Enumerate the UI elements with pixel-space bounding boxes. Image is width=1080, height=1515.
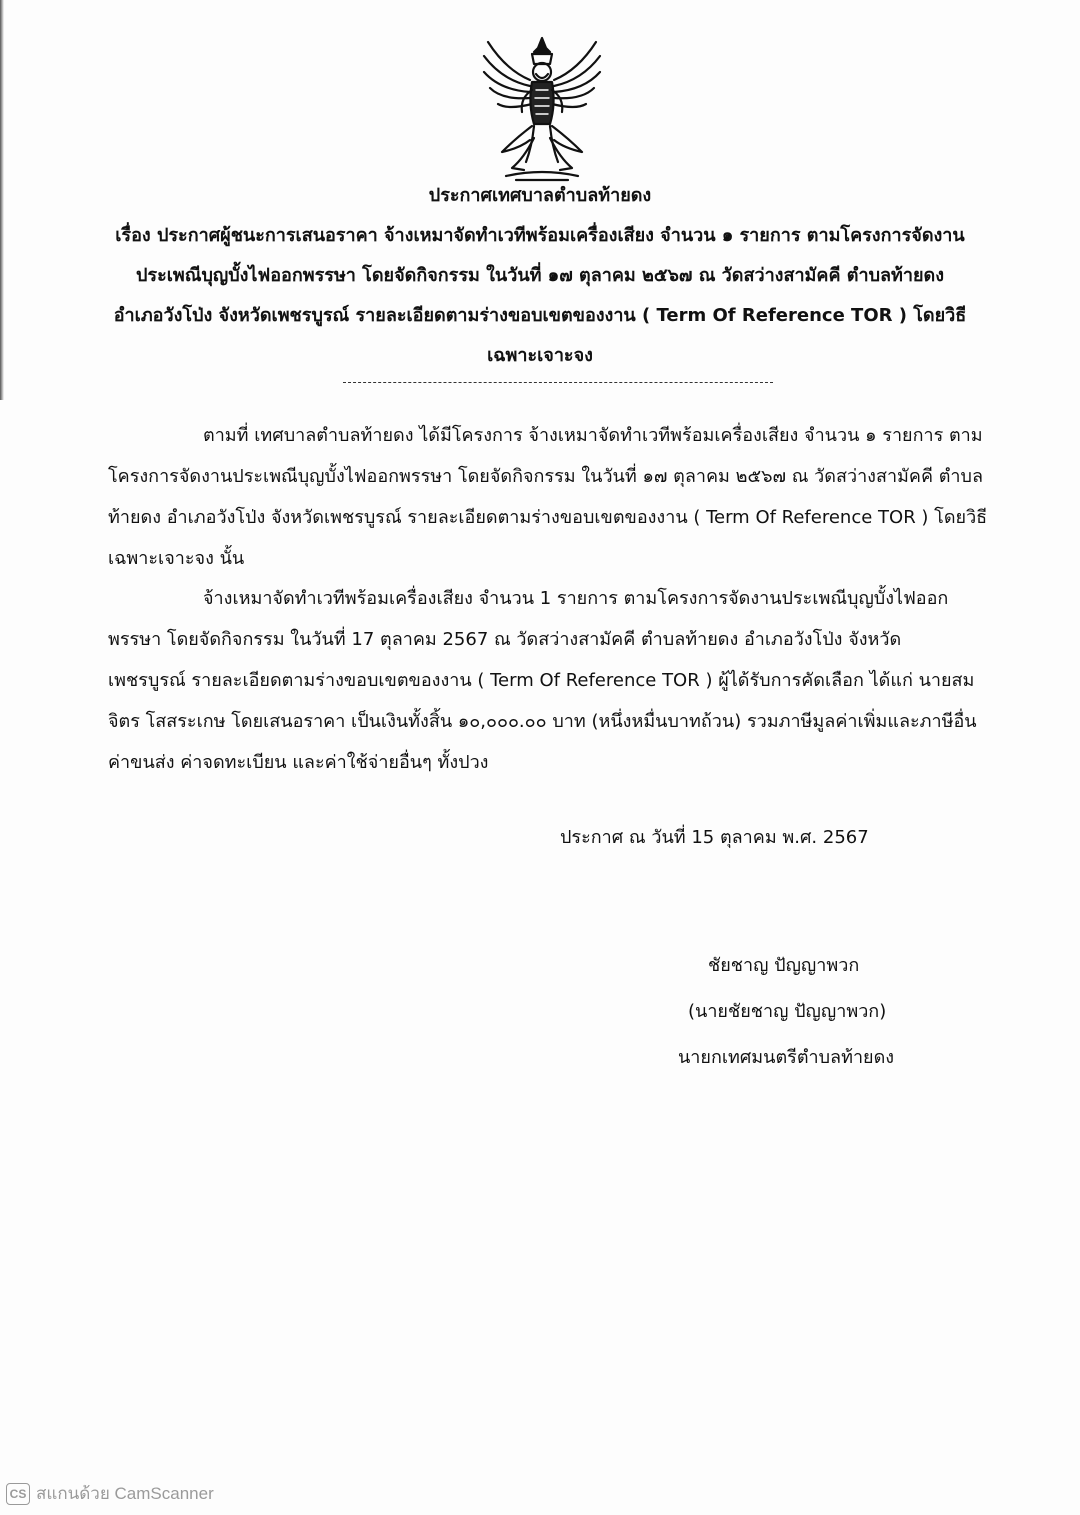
paragraph-line: จ้างเหมาจัดทำเวทีพร้อมเครื่องเสียง จำนวน 1 รายการ ตามโครงการจัดงานประเพณีบุญบั้งไฟออก <box>203 588 949 609</box>
signature-full-name: (นายชัยชาญ ปัญญาพวก) <box>688 1001 887 1022</box>
subject-line: เฉพาะเจาะจง <box>487 345 593 366</box>
signature-position: นายกเทศมนตรีตำบลท้ายดง <box>678 1047 895 1068</box>
camscanner-logo-icon: CS <box>6 1483 30 1505</box>
paragraph-line: จิตร โสสระเกษ โดยเสนอราคา เป็นเงินทั้งสิ้น ๑๐,๐๐๐.๐๐ บาท (หนึ่งหมื่นบาทถ้วน) รวมภาษีมูลค่าเพิ่มและภาษีอื่น <box>108 711 977 732</box>
paragraph-line: โครงการจัดงานประเพณีบุญบั้งไฟออกพรรษา โดยจัดกิจกรรม ในวันที่ ๑๗ ตุลาคม ๒๕๖๗ ณ วัดสว่างสามัคคี ตำบล <box>108 466 983 487</box>
watermark-text: สแกนด้วย CamScanner <box>36 1484 214 1503</box>
paragraph-line: ท้ายดง อำเภอวังโป่ง จังหวัดเพชรบูรณ์ รายละเอียดตามร่างขอบเขตของงาน ( Term Of Reference TOR ) โดยวิธี <box>108 507 988 528</box>
paragraph-line: ค่าขนส่ง ค่าจดทะเบียน และค่าใช้จ่ายอื่นๆ ทั้งปวง <box>108 752 489 773</box>
garuda-emblem-icon <box>476 34 608 184</box>
announcement-date: ประกาศ ณ วันที่ 15 ตุลาคม พ.ศ. 2567 <box>560 827 869 848</box>
subject-line: ประเพณีบุญบั้งไฟออกพรรษา โดยจัดกิจกรรม ในวันที่ ๑๗ ตุลาคม ๒๕๖๗ ณ วัดสว่างสามัคคี ตำบลท้ายดง <box>135 265 945 286</box>
page-title: ประกาศเทศบาลตำบลท้ายดง <box>428 185 652 206</box>
subject-line: เรื่อง ประกาศผู้ชนะการเสนอราคา จ้างเหมาจัดทำเวทีพร้อมเครื่องเสียง จำนวน ๑ รายการ ตามโครงการจัดงาน <box>115 225 965 246</box>
paragraph-line: ตามที่ เทศบาลตำบลท้ายดง ได้มีโครงการ จ้างเหมาจัดทำเวทีพร้อมเครื่องเสียง จำนวน ๑ รายการ ตาม <box>203 425 983 446</box>
subject-block <box>0 216 1080 376</box>
paragraph-2 <box>108 578 1003 783</box>
paragraph-line: พรรษา โดยจัดกิจกรรม ในวันที่ 17 ตุลาคม 2567 ณ วัดสว่างสามัคคี ตำบลท้ายดง อำเภอวังโป่ง จังหวัด <box>108 629 902 650</box>
subject-line: อำเภอวังโป่ง จังหวัดเพชรบูรณ์ รายละเอียดตามร่างขอบเขตของงาน ( Term Of Reference TOR ) โดยวิธี <box>113 305 967 326</box>
paragraph-1 <box>108 415 1003 579</box>
camscanner-watermark <box>6 1480 214 1507</box>
paragraph-line: เพชรบูรณ์ รายละเอียดตามร่างขอบเขตของงาน ( Term Of Reference TOR ) ผู้ได้รับการคัดเลือก ได้แก่ นายสม <box>108 670 975 691</box>
dashed-divider <box>343 382 773 383</box>
paragraph-line: เฉพาะเจาะจง นั้น <box>108 548 245 569</box>
signature-name: ชัยชาญ ปัญญาพวก <box>708 955 860 976</box>
